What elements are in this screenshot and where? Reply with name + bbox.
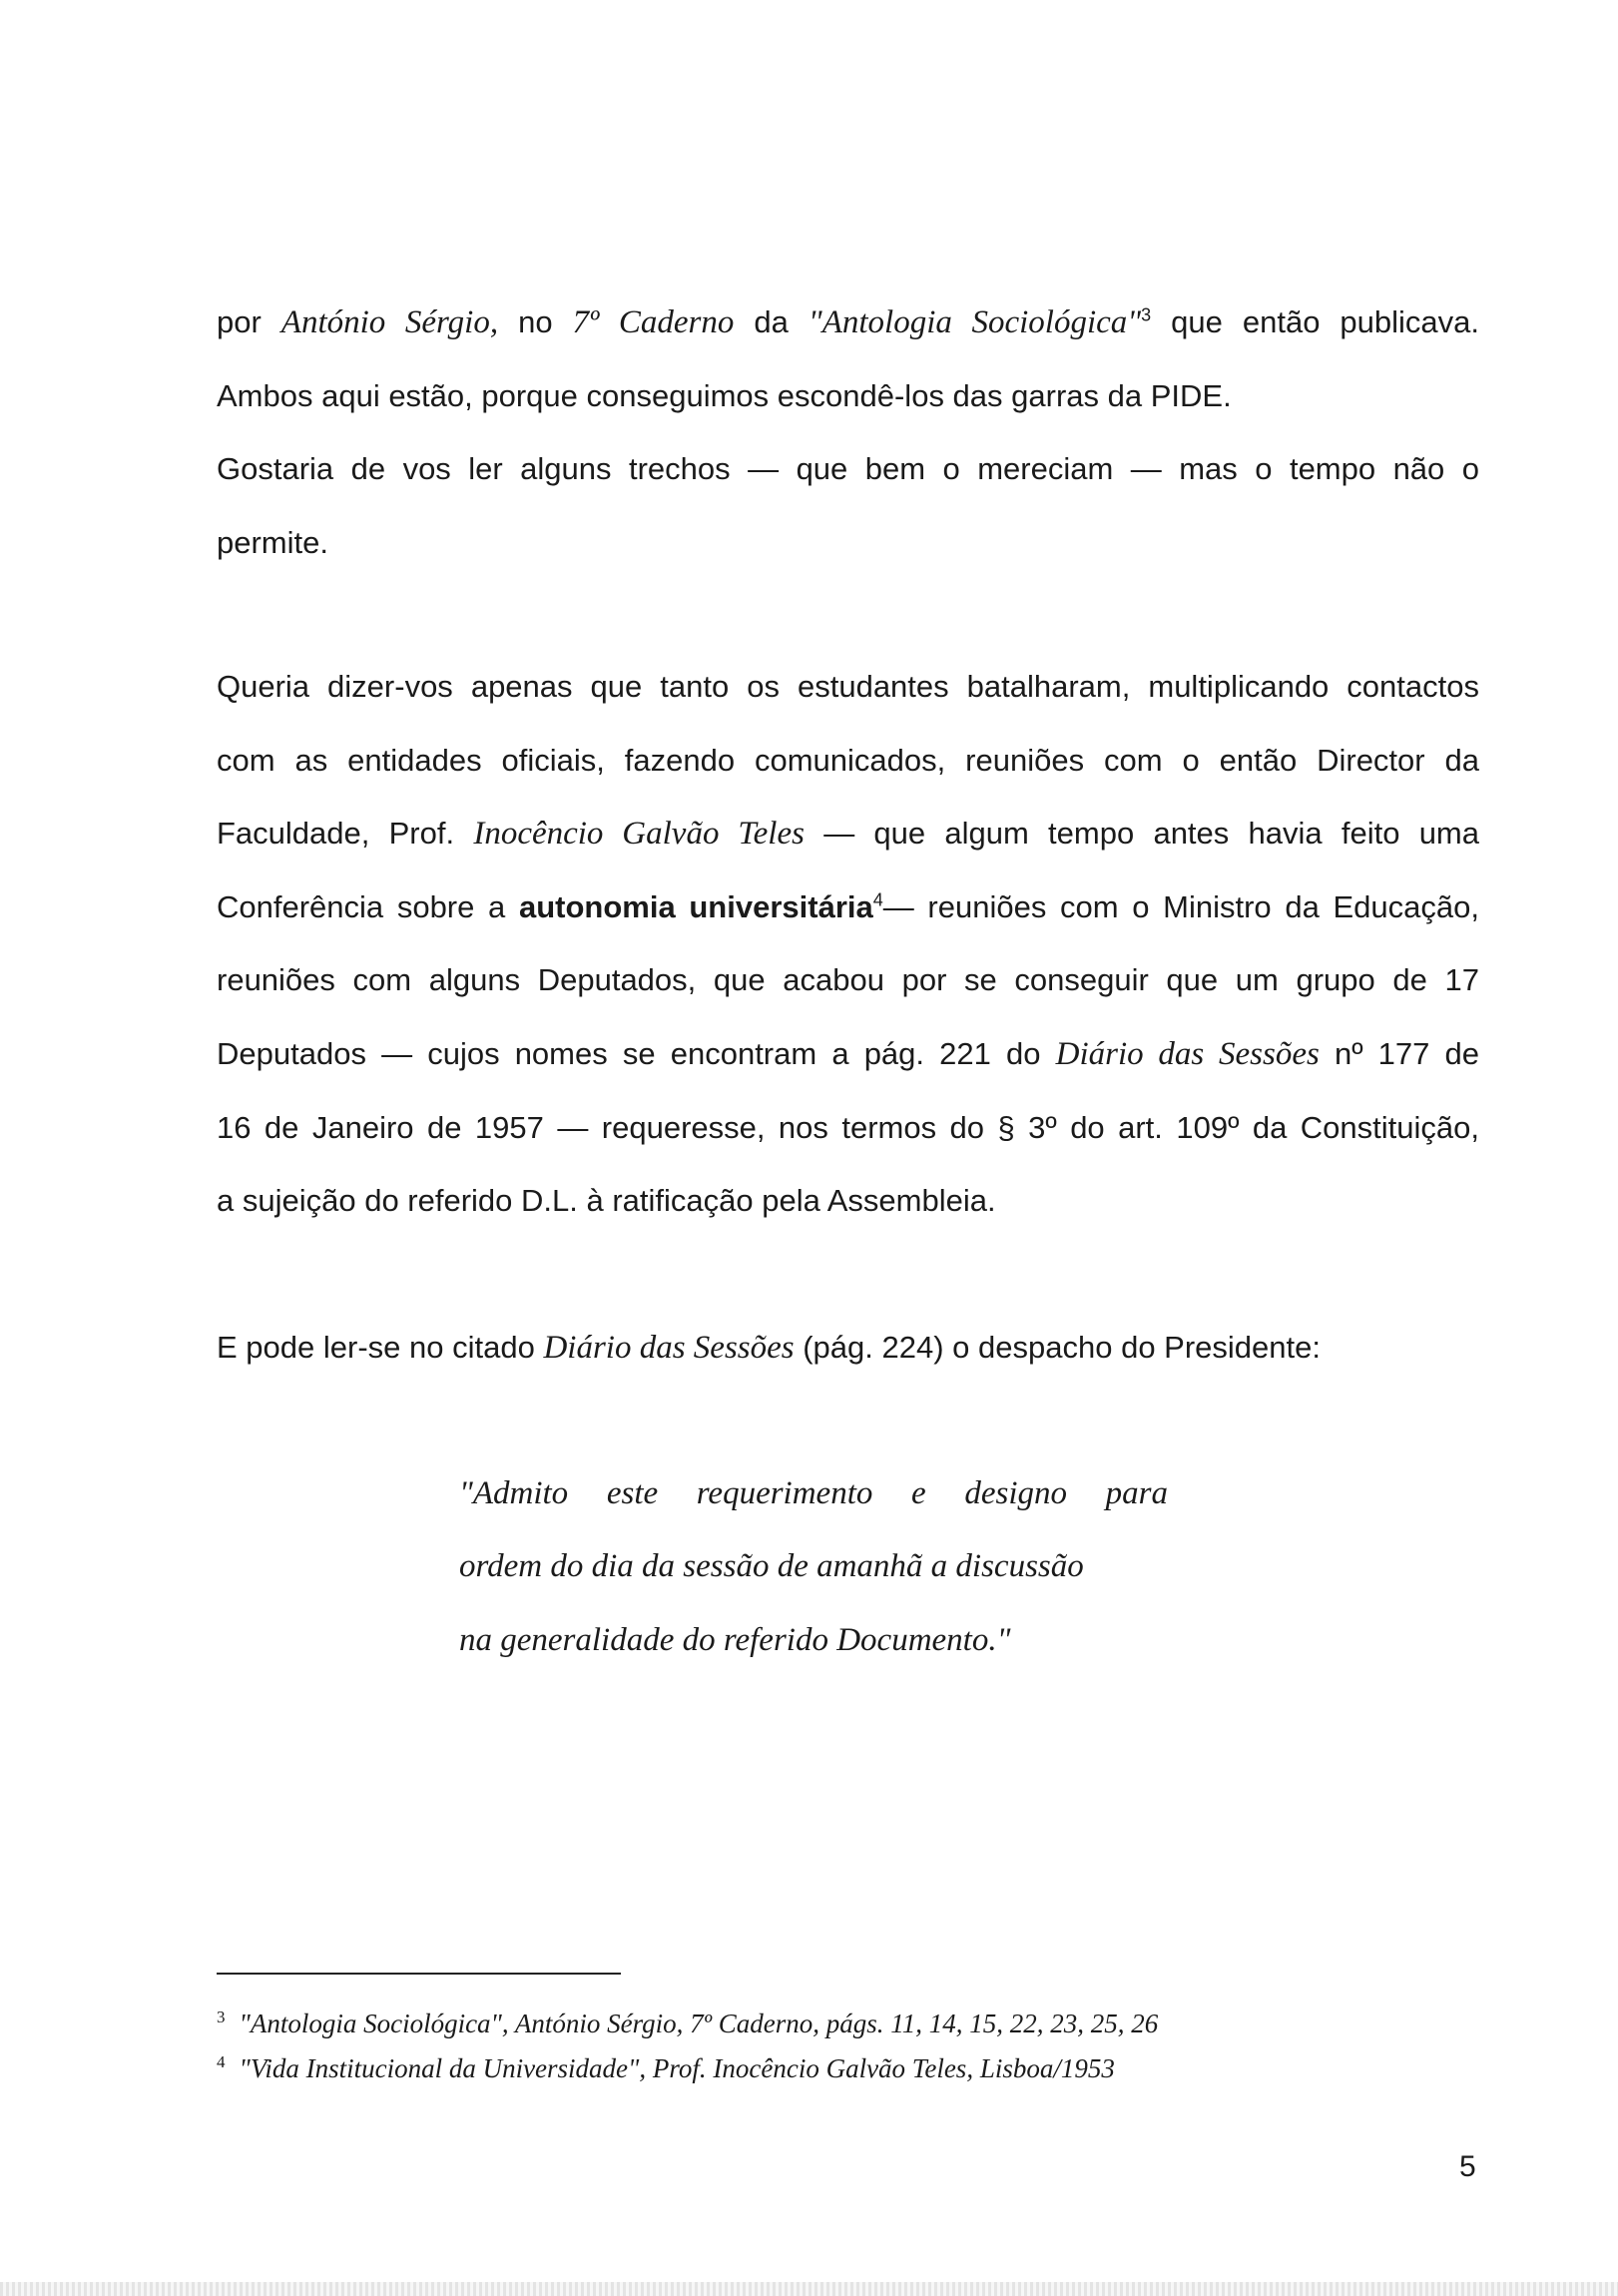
quote-line1: "Admito este requerimento e designo para (459, 1475, 1168, 1511)
para2-line5: reuniões com alguns Deputados, que acabou por se conseguir que um grupo de 17 (217, 962, 1479, 997)
text-run: — reuniões com o Ministro da Educação, (882, 889, 1479, 924)
footnote-number: 3 (217, 2008, 226, 2026)
footnote-text: "Vida Institucional da Universidade", Prof. Inocêncio Galvão Teles, Lisboa/1953 (239, 2053, 1115, 2083)
quote-line2: ordem do dia da sessão de amanhã a discussão (459, 1548, 1084, 1584)
page-number: 5 (1459, 2150, 1476, 2183)
text-run: E pode ler-se no citado (217, 1330, 544, 1365)
para2-line1: Queria dizer-vos apenas que tanto os estudantes batalharam, multiplicando contactos (217, 669, 1479, 704)
footnote-ref-3: 3 (1141, 304, 1152, 325)
footnote-text: "Antologia Sociológica", António Sérgio, 7º Caderno, págs. 11, 14, 15, 22, 23, 25, 26 (239, 2009, 1159, 2038)
author-name: António Sérgio, (280, 304, 499, 340)
footnote-number: 4 (217, 2052, 226, 2071)
para2-line3 (217, 814, 1479, 854)
para3-line1 (217, 1328, 1479, 1368)
text-run: Deputados — cujos nomes se encontram a pág. 221 do (217, 1036, 1056, 1071)
para2-line2: com as entidades oficiais, fazendo comunicados, reuniões com o então Director da (217, 743, 1479, 778)
work-title: "Antologia Sociológica" (808, 304, 1142, 340)
footnote-4 (217, 2051, 1414, 2085)
para2-line4 (217, 887, 1479, 927)
footnote-ref-4: 4 (872, 889, 883, 910)
para1-line1 (217, 302, 1479, 342)
text-run: que então publicava. (1151, 304, 1479, 339)
para2-line7: 16 de Janeiro de 1957 — requeresse, nos termos do § 3º do art. 109º da Constituição, (217, 1110, 1479, 1145)
text-run: (pág. 224) o despacho do Presidente: (794, 1330, 1321, 1365)
text-run: da (734, 304, 809, 339)
para2-line8: a sujeição do referido D.L. à ratificação pela Assembleia. (217, 1183, 996, 1218)
para1-line3: Gostaria de vos ler alguns trechos — que bem o mereciam — mas o tempo não o (217, 451, 1479, 486)
text-run: no (498, 304, 573, 339)
para2-line6 (217, 1034, 1479, 1074)
person-name: Inocêncio Galvão Teles (473, 816, 805, 852)
text-run: por (217, 304, 281, 339)
text-run: Conferência sobre a (217, 889, 519, 924)
text-run: — que algum tempo antes havia feito uma (804, 816, 1480, 851)
bold-term: autonomia universitária (518, 889, 873, 924)
footnote-3 (217, 2007, 1414, 2040)
text-run: nº 177 de (1319, 1036, 1479, 1071)
scan-edge-artifact (0, 2282, 1618, 2296)
quote-line3: na generalidade do referido Documento." (459, 1622, 1011, 1658)
para1-line2: Ambos aqui estão, porque conseguimos escondê-los das garras da PIDE. (217, 378, 1232, 413)
publication-title: Diário das Sessões (1055, 1036, 1320, 1072)
publication-title: Diário das Sessões (543, 1330, 795, 1366)
footnote-separator (217, 1973, 621, 1975)
text-run: Faculdade, Prof. (217, 816, 474, 851)
para1-line4: permite. (217, 525, 328, 560)
caderno-ref: 7º Caderno (572, 304, 735, 340)
